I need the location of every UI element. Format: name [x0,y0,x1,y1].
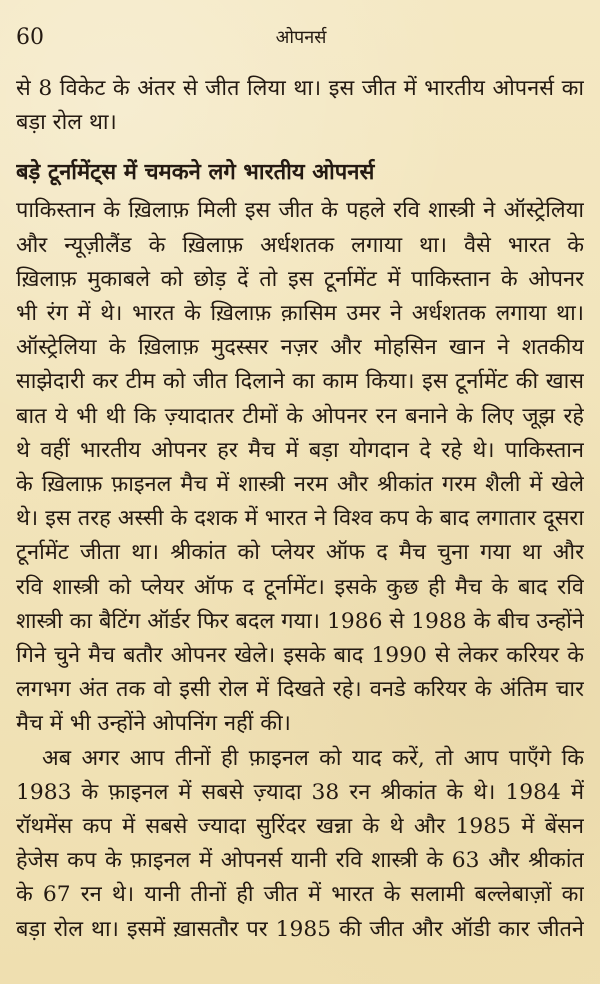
paragraph-2-line-3: रॉथमेंस कप में सबसे ज्यादा सुरिंदर खन्ना के थे और 1985 में बेंसन [16,814,584,840]
page-header [16,24,586,52]
text-line-1: से 8 विकेट के अंतर से जीत लिया था। इस जीत में भारतीय ओपनर्स का [16,76,584,101]
paragraph-1-line-6: साझेदारी कर टीम को जीत दिलाने का काम किया। इस टूर्नामेंट की खास [16,369,584,395]
paragraph-2-line-2: 1983 के फ़ाइनल में सबसे ज़्यादा 38 रन श्रीकांत के थे। 1984 में [16,779,584,805]
paragraph-1-line-11: टूर्नामेंट जीता था। श्रीकांत को प्लेयर ऑफ द मैच चुना गया था और [16,540,584,566]
paragraph-1-line-12: रवि शास्त्री को प्लेयर ऑफ द टूर्नामेंट। इसके कुछ ही मैच के बाद रवि [16,574,584,600]
paragraph-1-line-8: थे वहीं भारतीय ओपनर हर मैच में बड़ा योगदान दे रहे थे। पाकिस्तान [16,437,584,463]
paragraph-1-line-5: ऑस्ट्रेलिया के ख़िलाफ़ मुदस्सर नज़र और मोहसिन खान ने शतकीय [16,335,584,361]
paragraph-1-line-14: गिने चुने मैच बतौर ओपनर खेले। इसके बाद 1990 से लेकर करियर के [16,643,584,669]
paragraph-1-line-10: थे। इस तरह अस्सी के दशक में भारत ने विश्व कप के बाद लगातार दूसरा [16,506,584,532]
paragraph-1-line-7: बात ये भी थी कि ज़्यादातर टीमों के ओपनर रन बनाने के लिए जूझ रहे [16,403,584,429]
paragraph-1-line-1: पाकिस्तान के ख़िलाफ़ मिली इस जीत के पहले रवि शास्त्री ने ऑस्ट्रेलिया [16,198,584,224]
paragraph-1-line-9: के ख़िलाफ़ फ़ाइनल मैच में शास्त्री नरम और श्रीकांत गरम शैली में खेले [16,472,584,498]
paragraph-2-line-4: हेजेस कप के फ़ाइनल में ओपनर्स यानी रवि शास्त्री के 63 और श्रीकांत [16,848,584,874]
text-line-2: बड़ा रोल था। [16,110,117,136]
paragraph-2-line-1: अब अगर आप तीनों ही फ़ाइनल को याद करें, तो आप पाएँगे कि [42,745,584,771]
paragraph-1-line-4: भी रंग में थे। भारत के ख़िलाफ़ क़ासिम उमर ने अर्धशतक लगाया था। [16,301,584,327]
paragraph-1-line-2: और न्यूज़ीलैंड के ख़िलाफ़ अर्धशतक लगाया था। वैसे भारत के [16,232,584,258]
running-title: ओपनर्स [275,27,327,48]
paragraph-2-line-6: बड़ा रोल था। इसमें ख़ासतौर पर 1985 की जीत और ऑडी कार जीतने [16,916,584,942]
paragraph-1-line-13: शास्त्री का बैटिंग ऑर्डर फिर बदल गया। 1986 से 1988 के बीच उन्होंने [16,608,584,634]
paragraph-1-line-15: लगभग अंत तक वो इसी रोल में दिखते रहे। वनडे करियर के अंतिम चार [16,677,584,703]
body-text [16,72,584,947]
paragraph-2-line-5: के 67 रन थे। यानी तीनों ही जीत में भारत के सलामी बल्लेबाज़ों का [16,882,584,908]
section-heading: बड़े टूर्नामेंट्स में चमकने लगे भारतीय ओपनर्स [16,159,375,186]
paragraph-1-line-16: मैच में भी उन्होंने ओपनिंग नहीं की। [16,711,291,737]
paragraph-1-line-3: ख़िलाफ़ मुकाबले को छोड़ दें तो इस टूर्नामेंट में पाकिस्तान के ओपनर [16,266,584,292]
page-number: 60 [16,25,44,50]
